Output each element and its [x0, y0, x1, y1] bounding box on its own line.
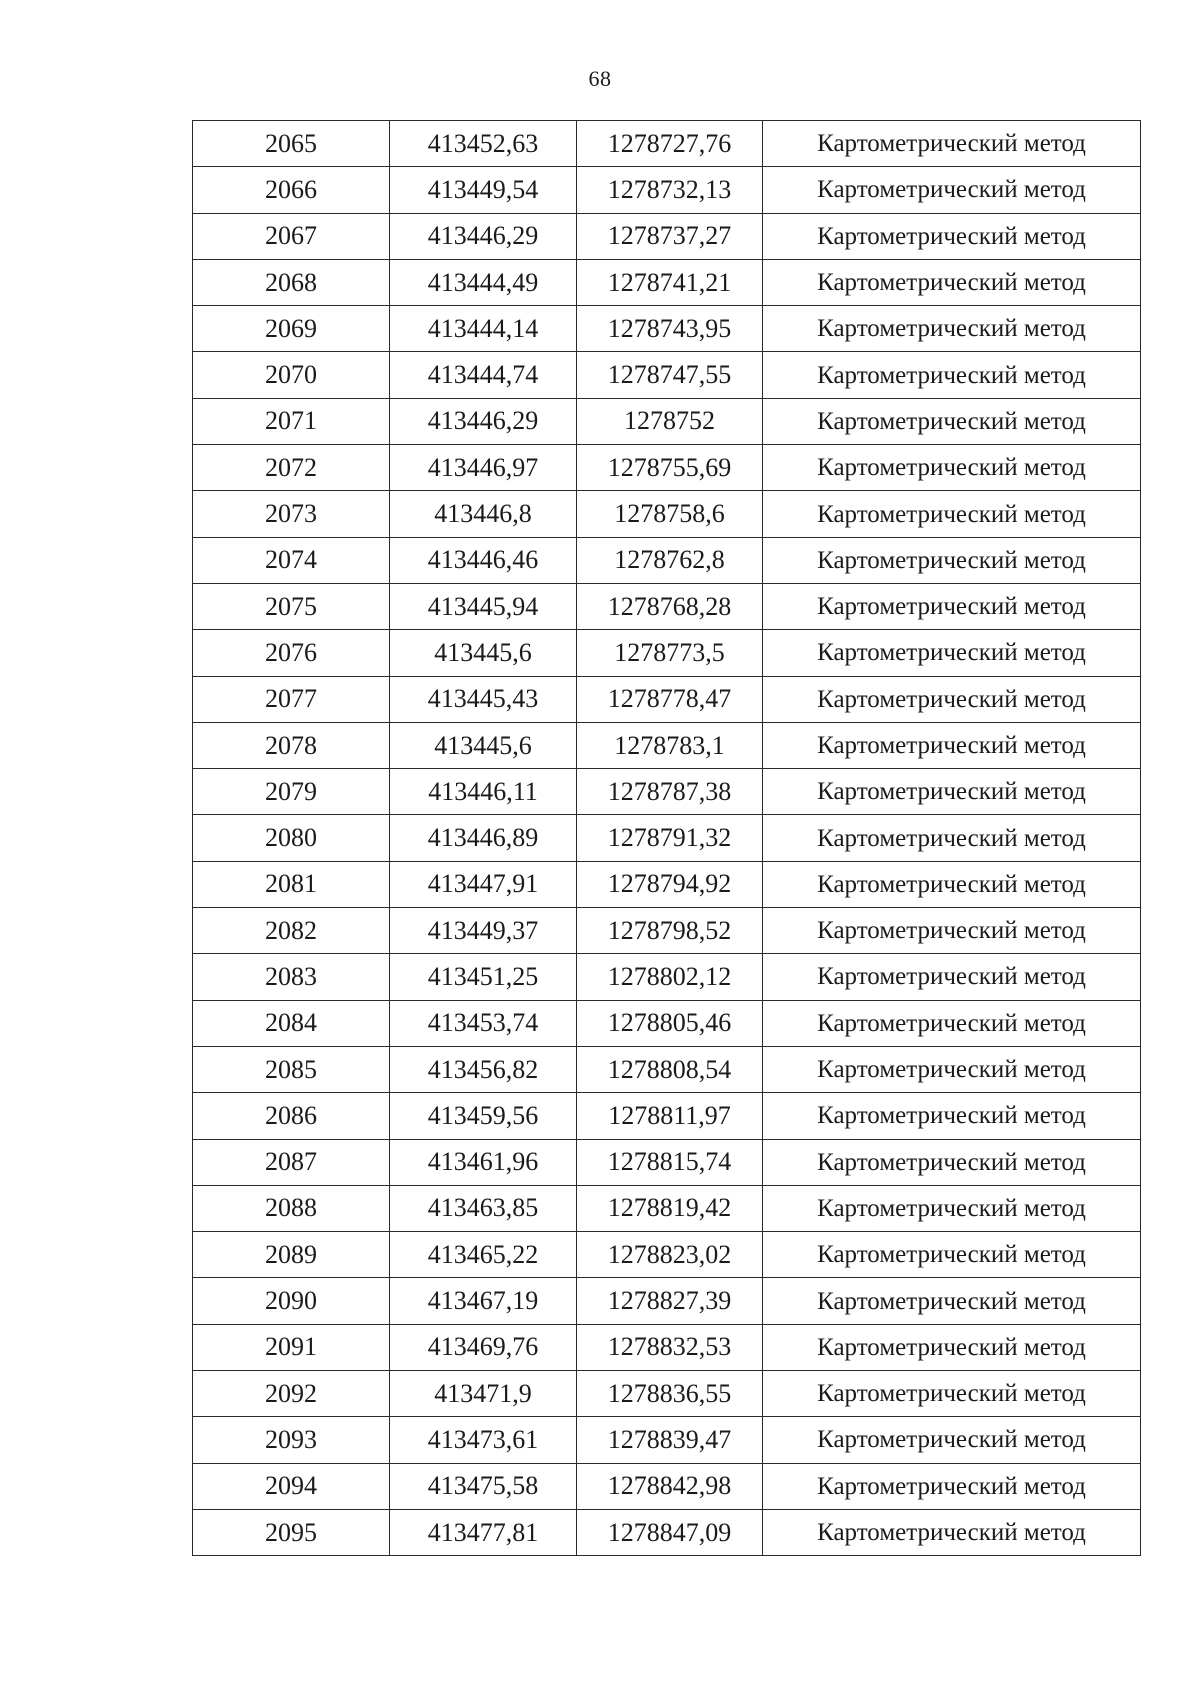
x-coordinate-cell: 413471,9 [390, 1371, 577, 1417]
method-cell: Картометрический метод [763, 306, 1141, 352]
point-number-cell: 2090 [193, 1278, 390, 1324]
method-cell: Картометрический метод [763, 1417, 1141, 1463]
x-coordinate-cell: 413459,56 [390, 1093, 577, 1139]
x-coordinate-cell: 413469,76 [390, 1324, 577, 1370]
method-cell: Картометрический метод [763, 1093, 1141, 1139]
x-coordinate-cell: 413446,11 [390, 769, 577, 815]
y-coordinate-cell: 1278798,52 [577, 908, 763, 954]
table-row [193, 861, 1141, 907]
point-number-cell: 2079 [193, 769, 390, 815]
point-number-cell: 2091 [193, 1324, 390, 1370]
method-cell: Картометрический метод [763, 1185, 1141, 1231]
point-number-cell: 2094 [193, 1463, 390, 1509]
x-coordinate-cell: 413446,46 [390, 537, 577, 583]
x-coordinate-cell: 413445,6 [390, 722, 577, 768]
table-row [193, 1371, 1141, 1417]
y-coordinate-cell: 1278732,13 [577, 167, 763, 213]
x-coordinate-cell: 413445,6 [390, 630, 577, 676]
point-number-cell: 2081 [193, 861, 390, 907]
table-row [193, 537, 1141, 583]
y-coordinate-cell: 1278794,92 [577, 861, 763, 907]
y-coordinate-cell: 1278778,47 [577, 676, 763, 722]
point-number-cell: 2083 [193, 954, 390, 1000]
x-coordinate-cell: 413451,25 [390, 954, 577, 1000]
method-cell: Картометрический метод [763, 491, 1141, 537]
method-cell: Картометрический метод [763, 861, 1141, 907]
method-cell: Картометрический метод [763, 908, 1141, 954]
table-row [193, 1417, 1141, 1463]
table-row [193, 398, 1141, 444]
method-cell: Картометрический метод [763, 167, 1141, 213]
table-row [193, 769, 1141, 815]
y-coordinate-cell: 1278768,28 [577, 583, 763, 629]
x-coordinate-cell: 413473,61 [390, 1417, 577, 1463]
y-coordinate-cell: 1278839,47 [577, 1417, 763, 1463]
method-cell: Картометрический метод [763, 1000, 1141, 1046]
x-coordinate-cell: 413446,8 [390, 491, 577, 537]
point-number-cell: 2074 [193, 537, 390, 583]
table-row [193, 1093, 1141, 1139]
table-row [193, 1278, 1141, 1324]
y-coordinate-cell: 1278827,39 [577, 1278, 763, 1324]
point-number-cell: 2085 [193, 1046, 390, 1092]
x-coordinate-cell: 413445,43 [390, 676, 577, 722]
table-row [193, 954, 1141, 1000]
table-row [193, 445, 1141, 491]
method-cell: Картометрический метод [763, 954, 1141, 1000]
y-coordinate-cell: 1278762,8 [577, 537, 763, 583]
x-coordinate-cell: 413449,37 [390, 908, 577, 954]
method-cell: Картометрический метод [763, 259, 1141, 305]
method-cell: Картометрический метод [763, 1324, 1141, 1370]
y-coordinate-cell: 1278747,55 [577, 352, 763, 398]
table-row [193, 1463, 1141, 1509]
y-coordinate-cell: 1278811,97 [577, 1093, 763, 1139]
point-number-cell: 2071 [193, 398, 390, 444]
y-coordinate-cell: 1278805,46 [577, 1000, 763, 1046]
table-row [193, 1185, 1141, 1231]
x-coordinate-cell: 413444,74 [390, 352, 577, 398]
point-number-cell: 2086 [193, 1093, 390, 1139]
table-row [193, 1000, 1141, 1046]
point-number-cell: 2093 [193, 1417, 390, 1463]
method-cell: Картометрический метод [763, 537, 1141, 583]
table-row [193, 306, 1141, 352]
point-number-cell: 2077 [193, 676, 390, 722]
x-coordinate-cell: 413445,94 [390, 583, 577, 629]
point-number-cell: 2069 [193, 306, 390, 352]
method-cell: Картометрический метод [763, 769, 1141, 815]
method-cell: Картометрический метод [763, 583, 1141, 629]
point-number-cell: 2072 [193, 445, 390, 491]
table-row [193, 722, 1141, 768]
table-row [193, 352, 1141, 398]
x-coordinate-cell: 413477,81 [390, 1509, 577, 1555]
y-coordinate-cell: 1278842,98 [577, 1463, 763, 1509]
table-row [193, 491, 1141, 537]
x-coordinate-cell: 413456,82 [390, 1046, 577, 1092]
x-coordinate-cell: 413463,85 [390, 1185, 577, 1231]
method-cell: Картометрический метод [763, 722, 1141, 768]
point-number-cell: 2075 [193, 583, 390, 629]
coordinates-table-container [192, 120, 1140, 1556]
method-cell: Картометрический метод [763, 1463, 1141, 1509]
y-coordinate-cell: 1278752 [577, 398, 763, 444]
y-coordinate-cell: 1278755,69 [577, 445, 763, 491]
point-number-cell: 2095 [193, 1509, 390, 1555]
y-coordinate-cell: 1278758,6 [577, 491, 763, 537]
table-row [193, 1139, 1141, 1185]
point-number-cell: 2067 [193, 213, 390, 259]
table-row [193, 908, 1141, 954]
method-cell: Картометрический метод [763, 1232, 1141, 1278]
x-coordinate-cell: 413475,58 [390, 1463, 577, 1509]
method-cell: Картометрический метод [763, 1371, 1141, 1417]
method-cell: Картометрический метод [763, 1139, 1141, 1185]
table-row [193, 1324, 1141, 1370]
table-row [193, 583, 1141, 629]
y-coordinate-cell: 1278743,95 [577, 306, 763, 352]
y-coordinate-cell: 1278802,12 [577, 954, 763, 1000]
y-coordinate-cell: 1278727,76 [577, 121, 763, 167]
point-number-cell: 2073 [193, 491, 390, 537]
x-coordinate-cell: 413446,97 [390, 445, 577, 491]
x-coordinate-cell: 413461,96 [390, 1139, 577, 1185]
point-number-cell: 2084 [193, 1000, 390, 1046]
table-row [193, 167, 1141, 213]
point-number-cell: 2080 [193, 815, 390, 861]
y-coordinate-cell: 1278741,21 [577, 259, 763, 305]
x-coordinate-cell: 413453,74 [390, 1000, 577, 1046]
method-cell: Картометрический метод [763, 815, 1141, 861]
table-row [193, 259, 1141, 305]
method-cell: Картометрический метод [763, 352, 1141, 398]
point-number-cell: 2082 [193, 908, 390, 954]
x-coordinate-cell: 413447,91 [390, 861, 577, 907]
x-coordinate-cell: 413467,19 [390, 1278, 577, 1324]
x-coordinate-cell: 413446,89 [390, 815, 577, 861]
point-number-cell: 2065 [193, 121, 390, 167]
method-cell: Картометрический метод [763, 1509, 1141, 1555]
y-coordinate-cell: 1278787,38 [577, 769, 763, 815]
page-number: 68 [588, 66, 612, 91]
table-row [193, 121, 1141, 167]
point-number-cell: 2087 [193, 1139, 390, 1185]
y-coordinate-cell: 1278808,54 [577, 1046, 763, 1092]
method-cell: Картометрический метод [763, 398, 1141, 444]
point-number-cell: 2078 [193, 722, 390, 768]
x-coordinate-cell: 413444,49 [390, 259, 577, 305]
point-number-cell: 2089 [193, 1232, 390, 1278]
x-coordinate-cell: 413446,29 [390, 398, 577, 444]
coordinates-table [192, 120, 1141, 1556]
method-cell: Картометрический метод [763, 1278, 1141, 1324]
y-coordinate-cell: 1278823,02 [577, 1232, 763, 1278]
table-row [193, 1232, 1141, 1278]
method-cell: Картометрический метод [763, 213, 1141, 259]
x-coordinate-cell: 413449,54 [390, 167, 577, 213]
y-coordinate-cell: 1278847,09 [577, 1509, 763, 1555]
y-coordinate-cell: 1278791,32 [577, 815, 763, 861]
table-row [193, 1509, 1141, 1555]
y-coordinate-cell: 1278832,53 [577, 1324, 763, 1370]
method-cell: Картометрический метод [763, 1046, 1141, 1092]
point-number-cell: 2092 [193, 1371, 390, 1417]
point-number-cell: 2070 [193, 352, 390, 398]
table-row [193, 1046, 1141, 1092]
x-coordinate-cell: 413446,29 [390, 213, 577, 259]
x-coordinate-cell: 413444,14 [390, 306, 577, 352]
y-coordinate-cell: 1278737,27 [577, 213, 763, 259]
table-row [193, 213, 1141, 259]
point-number-cell: 2076 [193, 630, 390, 676]
method-cell: Картометрический метод [763, 630, 1141, 676]
method-cell: Картометрический метод [763, 121, 1141, 167]
point-number-cell: 2088 [193, 1185, 390, 1231]
point-number-cell: 2068 [193, 259, 390, 305]
table-row [193, 676, 1141, 722]
x-coordinate-cell: 413465,22 [390, 1232, 577, 1278]
y-coordinate-cell: 1278815,74 [577, 1139, 763, 1185]
coordinates-table-body [193, 121, 1141, 1556]
y-coordinate-cell: 1278819,42 [577, 1185, 763, 1231]
table-row [193, 630, 1141, 676]
table-row [193, 815, 1141, 861]
x-coordinate-cell: 413452,63 [390, 121, 577, 167]
y-coordinate-cell: 1278783,1 [577, 722, 763, 768]
y-coordinate-cell: 1278836,55 [577, 1371, 763, 1417]
y-coordinate-cell: 1278773,5 [577, 630, 763, 676]
method-cell: Картометрический метод [763, 445, 1141, 491]
method-cell: Картометрический метод [763, 676, 1141, 722]
point-number-cell: 2066 [193, 167, 390, 213]
